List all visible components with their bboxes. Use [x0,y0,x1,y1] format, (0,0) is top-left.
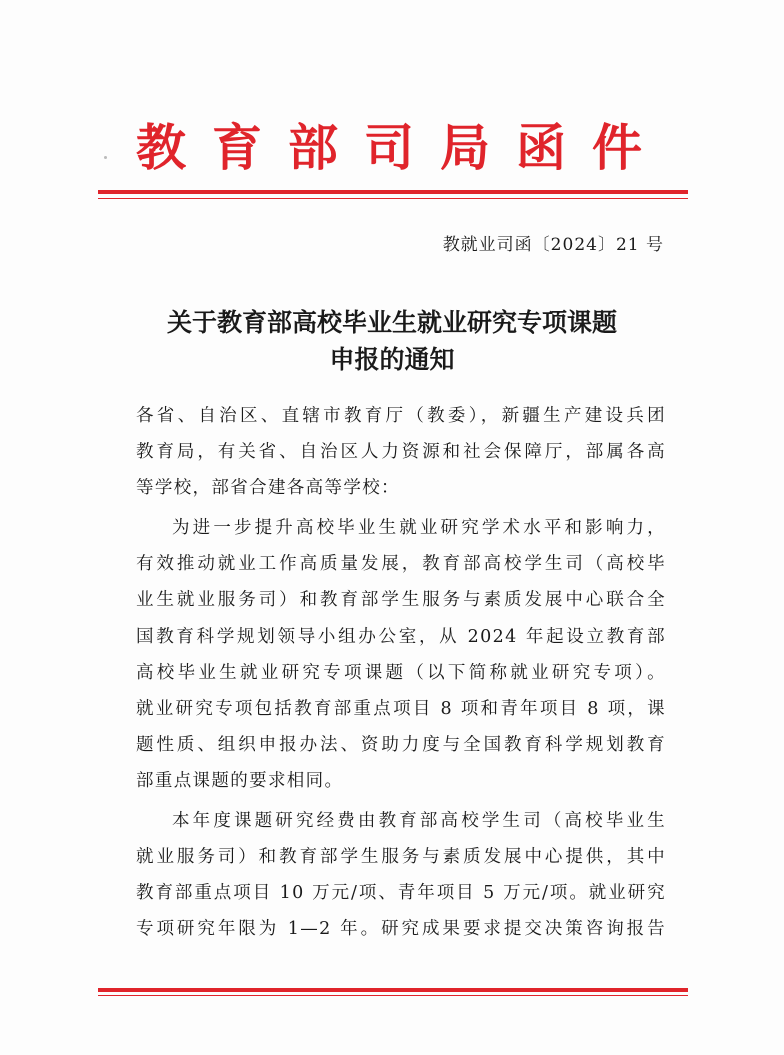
letterhead-rule-thick [98,190,688,194]
document-title-line-2: 申报的通知 [329,345,455,374]
paragraph-line: 部重点课题的要求相同。 [136,770,344,791]
document-body [136,398,666,947]
addressee-line: 等学校，部省合建各高等学校： [136,478,400,499]
paragraph-line: 本年度课题研究经费由教育部高校学生司（高校毕业生 [172,811,666,832]
paragraph-line: 就业服务司）和教育部学生服务与素质发展中心提供，其中 [136,847,666,868]
paragraph-line: 为进一步提升高校毕业生就业研究学术水平和影响力， [172,518,666,539]
letterhead-title: 教育部司局函件 [136,118,668,177]
paragraph-line: 有效推动就业工作高质量发展，教育部高校学生司（高校毕 [136,554,666,575]
addressee-line: 各省、自治区、直辖市教育厅（教委），新疆生产建设兵团 [136,406,666,426]
paragraph-line: 业生就业服务司）和教育部学生服务与素质发展中心联合全 [136,590,666,611]
document-number: 教就业司函〔2024〕21 号 [442,235,664,255]
letterhead-rule-thin [98,198,688,199]
paragraph-line: 就业研究专项包括教育部重点项目 8 项和青年项目 8 项，课 [136,698,666,719]
paragraph-line: 教育部重点项目 10 万元/项、青年项目 5 万元/项。就业研究 [136,883,666,904]
document-title-line-1: 关于教育部高校毕业生就业研究专项课题 [166,308,617,337]
paragraph-line: 高校毕业生就业研究专项课题（以下简称就业研究专项）。 [136,662,666,683]
document-title [0,304,784,378]
paragraph-line: 国教育科学规划领导小组办公室，从 2024 年起设立教育部 [136,626,666,647]
paragraph-line: 题性质、组织申报办法、资助力度与全国教育科学规划教育 [136,734,666,755]
addressee-line: 教育局，有关省、自治区人力资源和社会保障厅，部属各高 [136,442,666,463]
footer-rule-thick [98,988,688,992]
footer-rule-thin [98,995,688,996]
paragraph-line: 专项研究年限为 1—2 年。研究成果要求提交决策咨询报告 [136,919,666,940]
